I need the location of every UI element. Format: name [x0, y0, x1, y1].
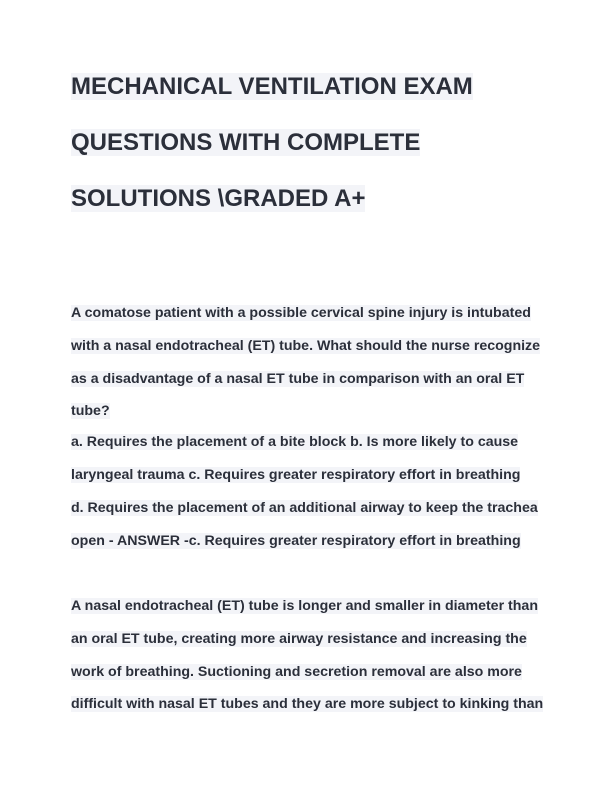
answer-line: open - ANSWER -c. Requires greater respiratory effort in breathing	[71, 533, 521, 549]
question-line: A comatose patient with a possible cervical spine injury is intubated	[71, 305, 531, 321]
answer-options-line: d. Requires the placement of an additional airway to keep the trachea	[71, 500, 538, 516]
answer-options-line: a. Requires the placement of a bite block b. Is more likely to cause	[71, 434, 519, 450]
title-line-1: MECHANICAL VENTILATION EXAM	[71, 73, 473, 100]
title-line-3: SOLUTIONS \GRADED A+	[71, 185, 366, 212]
rationale-line: A nasal endotracheal (ET) tube is longer and smaller in diameter than	[71, 598, 538, 614]
title-line-2: QUESTIONS WITH COMPLETE	[71, 129, 421, 156]
rationale-line: difficult with nasal ET tubes and they are more subject to kinking than	[71, 696, 544, 712]
question-line: with a nasal endotracheal (ET) tube. What should the nurse recognize	[71, 338, 541, 354]
answer-options-line: laryngeal trauma c. Requires greater respiratory effort in breathing	[71, 467, 521, 483]
question-line: tube?	[71, 403, 110, 419]
question-line: as a disadvantage of a nasal ET tube in comparison with an oral ET	[71, 371, 525, 387]
rationale-line: an oral ET tube, creating more airway resistance and increasing the	[71, 631, 527, 647]
rationale-line: work of breathing. Suctioning and secretion removal are also more	[71, 664, 522, 680]
